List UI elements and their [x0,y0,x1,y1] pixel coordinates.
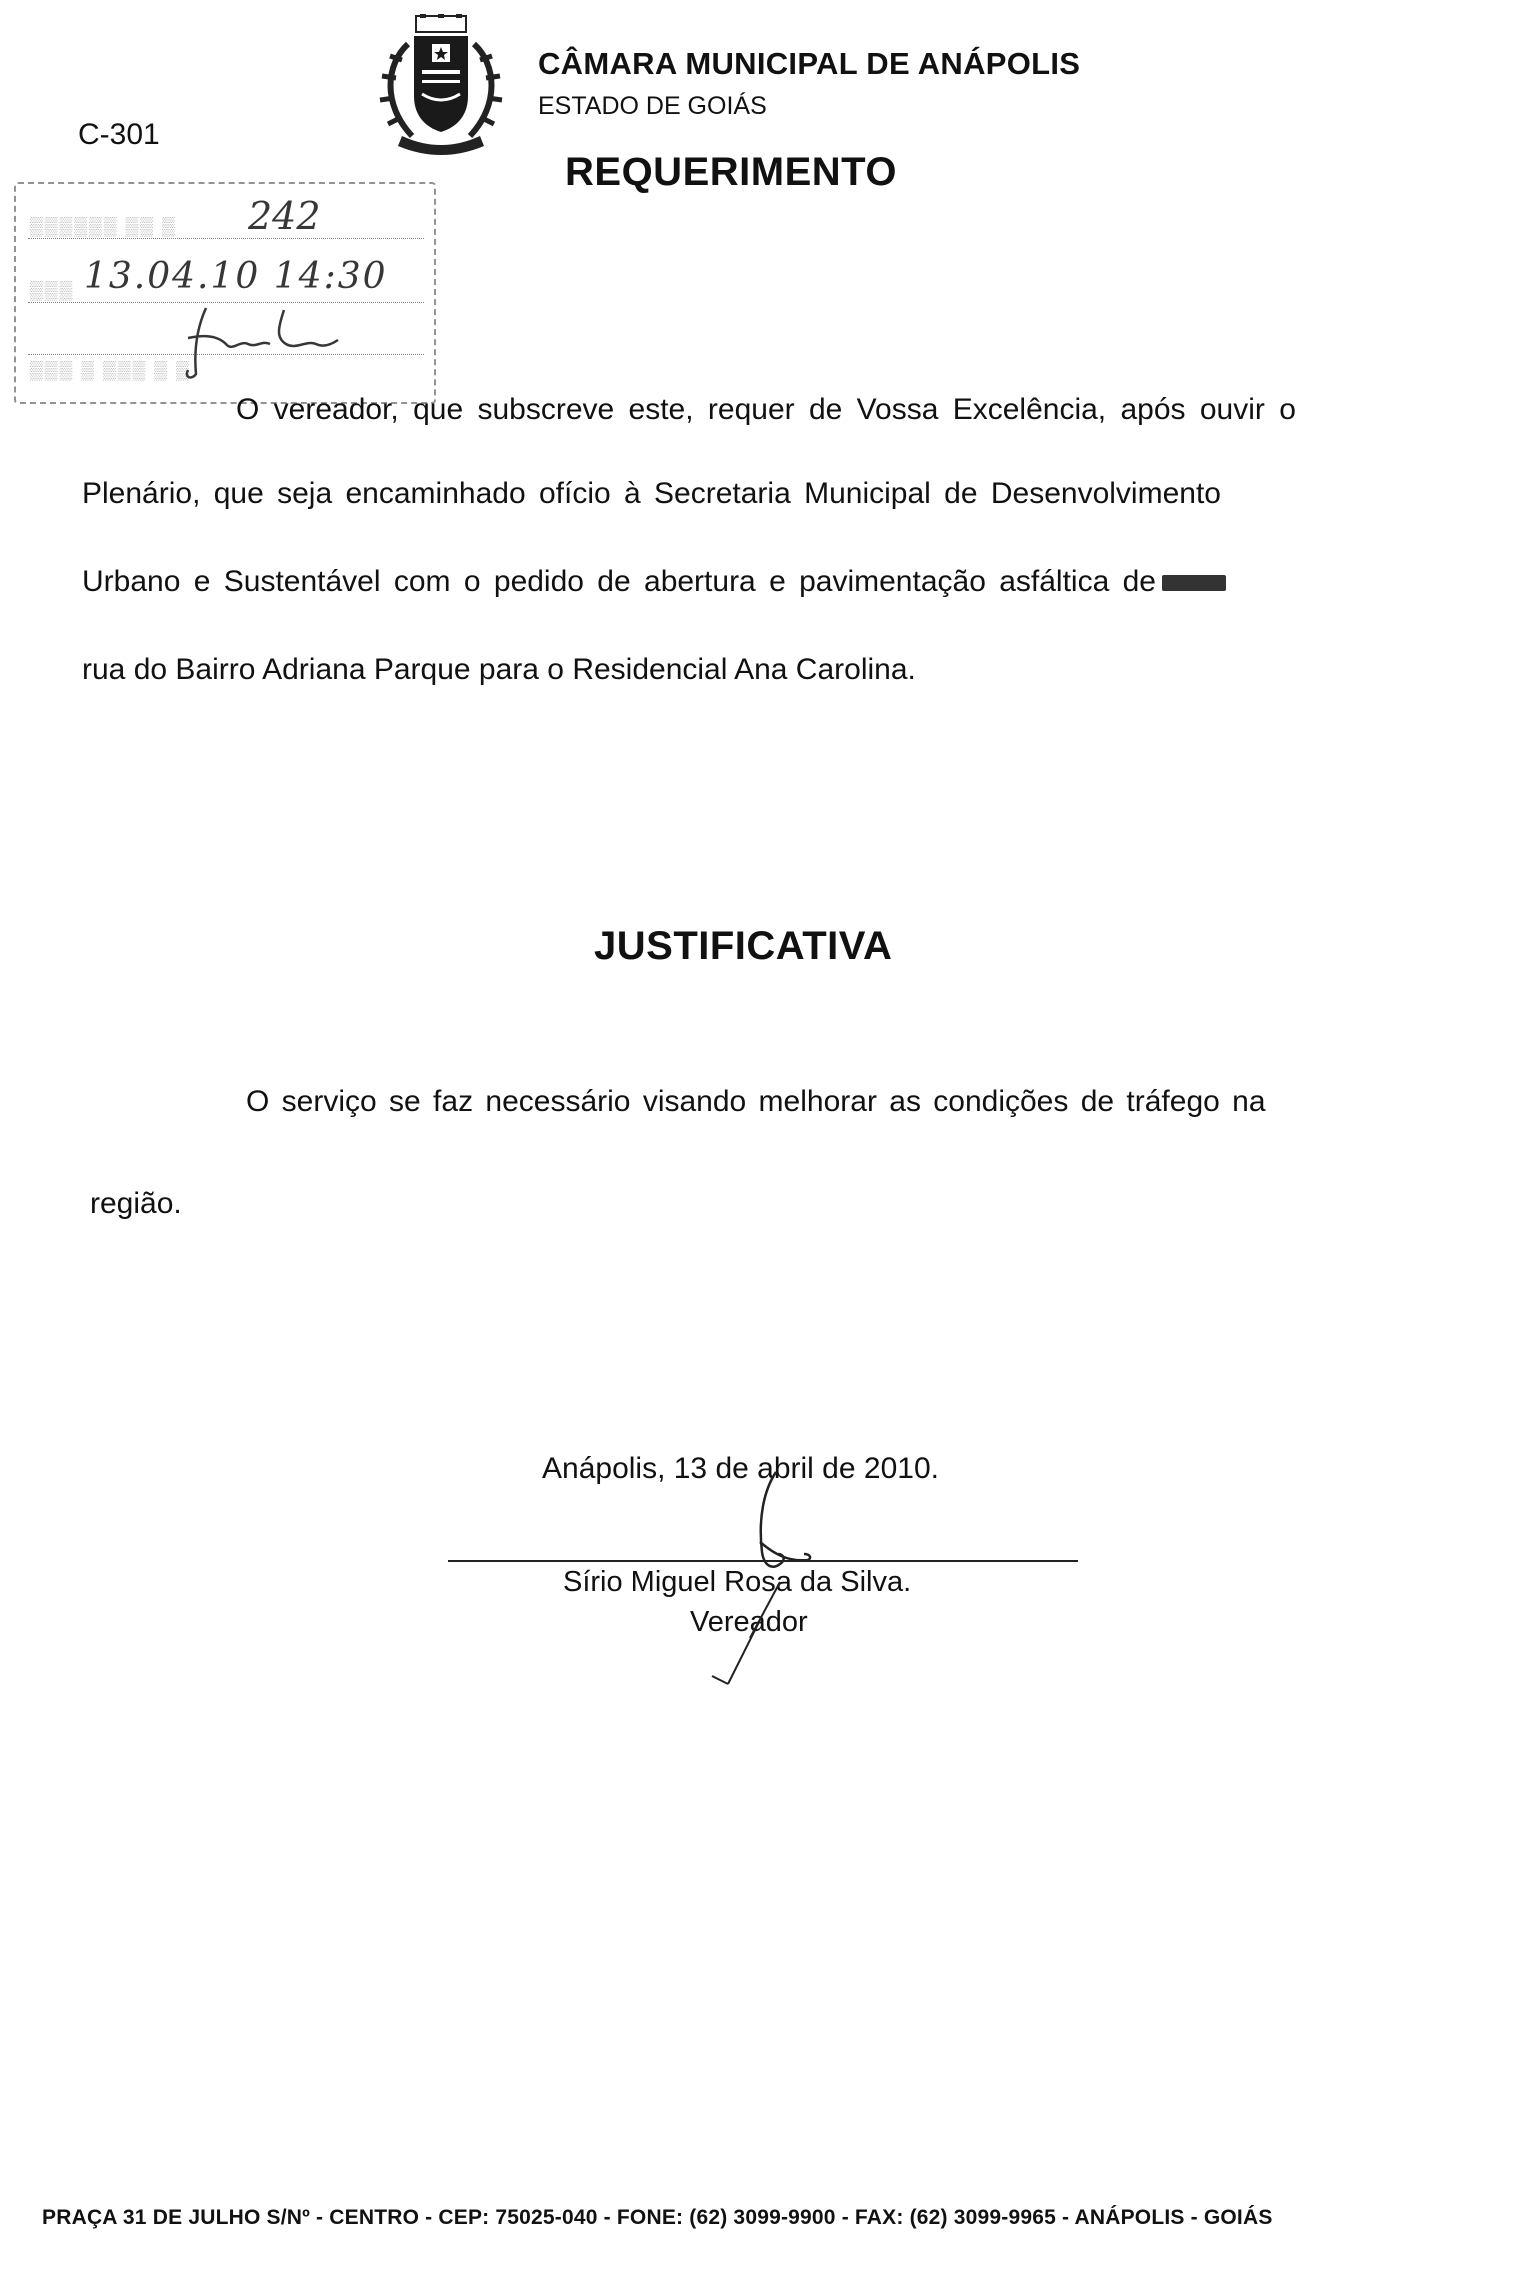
signer-role: Vereador [690,1606,808,1638]
stamp-faded-label: ▒▒▒ [30,280,75,300]
justification-title: JUSTIFICATIVA [594,924,893,968]
request-paragraph-line: O vereador, que subscreve este, requer de Vossa Excelência, após ouvir o [236,393,1296,426]
state-name: ESTADO DE GOIÁS [538,92,767,120]
protocol-received-at: 13.04.10 14:30 [84,256,388,297]
stamp-faded-label: ▒▒▒▒▒▒ ▒▒ ▒ [30,216,177,236]
stamp-initials-signature [166,300,356,380]
stamp-faded-label: ▒▒▒ ▒ ▒▒▒ ▒ ▒ [30,360,191,380]
request-paragraph-line [82,564,1226,600]
document-type-title: REQUERIMENTO [565,150,897,194]
protocol-stamp [14,182,436,404]
place-and-date: Anápolis, 13 de abril de 2010. [542,1452,939,1485]
request-paragraph-text: Urbano e Sustentável com o pedido de abertura e pavimentação asfáltica de [82,565,1156,598]
document-code: C-301 [78,118,160,151]
handwritten-signature [640,1470,870,1690]
footer-address: PRAÇA 31 DE JULHO S/Nº - CENTRO - CEP: 75025-040 - FONE: (62) 3099-9900 - FAX: (62) 3099-9965 - ANÁPOLIS - GOIÁS [42,2206,1273,2229]
justification-paragraph-line: O serviço se faz necessário visando melhorar as condições de tráfego na [246,1085,1266,1118]
justification-paragraph-line: região. [90,1187,182,1220]
org-name: CÂMARA MUNICIPAL DE ANÁPOLIS [538,46,1081,81]
municipal-coat-of-arms-icon [372,14,510,156]
signer-name: Sírio Miguel Rosa da Silva. [563,1566,912,1598]
stamp-line [28,238,424,239]
redaction-mark [1162,575,1226,591]
request-paragraph-line: rua do Bairro Adriana Parque para o Residencial Ana Carolina. [82,653,916,686]
request-paragraph-line: Plenário, que seja encaminhado ofício à Secretaria Municipal de Desenvolvimento [82,477,1221,510]
protocol-number: 242 [248,194,321,238]
